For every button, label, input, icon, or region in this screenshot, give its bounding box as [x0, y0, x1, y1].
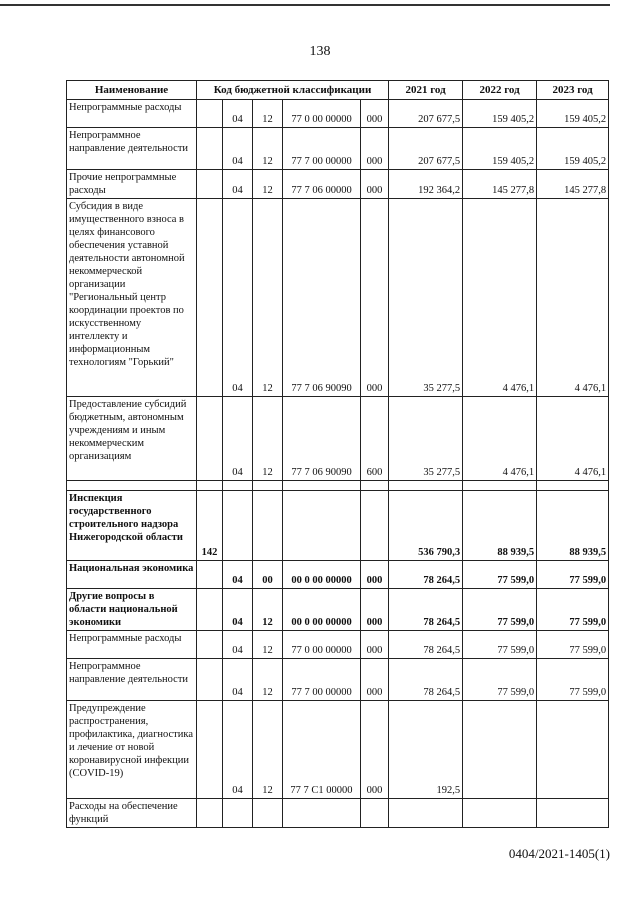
- table-row: [67, 491, 609, 561]
- code-expense-type: 000: [361, 561, 389, 589]
- code-section: [223, 491, 253, 561]
- value-2021: 35 277,5: [389, 397, 463, 481]
- value-2022: 77 599,0: [463, 561, 537, 589]
- value-2022: 145 277,8: [463, 170, 537, 199]
- code-ministry: [197, 631, 223, 659]
- code-subsection: 12: [253, 128, 283, 170]
- table-row: [67, 170, 609, 199]
- header-2021: 2021 год: [389, 81, 463, 100]
- code-ministry: [197, 799, 223, 828]
- spacer-cell: [223, 481, 253, 491]
- code-expense-type: 000: [361, 128, 389, 170]
- value-2023: 159 405,2: [537, 128, 609, 170]
- table-row: [67, 589, 609, 631]
- code-subsection: 12: [253, 397, 283, 481]
- row-name: Субсидия в виде имущественного взноса в целях финансового обеспечения уставной деятельности автономной некоммерческой организации "Региональный центр координации проектов по искусственному интеллекту и информационным технологиям "Горький": [67, 199, 197, 397]
- table-row: [67, 199, 609, 397]
- value-2022: 159 405,2: [463, 128, 537, 170]
- code-subsection: 12: [253, 631, 283, 659]
- row-name: Национальная экономика: [67, 561, 197, 589]
- code-ministry: [197, 128, 223, 170]
- value-2023: [537, 799, 609, 828]
- spacer-cell: [389, 481, 463, 491]
- code-target: 77 7 06 90090: [283, 199, 361, 397]
- code-subsection: [253, 491, 283, 561]
- header-name: Наименование: [67, 81, 197, 100]
- value-2021: 192 364,2: [389, 170, 463, 199]
- header-2023: 2023 год: [537, 81, 609, 100]
- code-section: 04: [223, 170, 253, 199]
- header-code: Код бюджетной классификации: [197, 81, 389, 100]
- code-ministry: [197, 100, 223, 128]
- value-2022: 77 599,0: [463, 589, 537, 631]
- row-name: Непрограммное направление деятельности: [67, 659, 197, 701]
- code-section: 04: [223, 397, 253, 481]
- code-expense-type: 000: [361, 199, 389, 397]
- table-row: [67, 701, 609, 799]
- spacer-cell: [463, 481, 537, 491]
- code-expense-type: [361, 491, 389, 561]
- row-name: Предоставление субсидий бюджетным, автономным учреждениям и иным некоммерческим организациям: [67, 397, 197, 481]
- value-2023: 4 476,1: [537, 199, 609, 397]
- code-ministry: [197, 589, 223, 631]
- value-2022: [463, 799, 537, 828]
- code-section: 04: [223, 561, 253, 589]
- row-name: Предупреждение распространения, профилактика, диагностика и лечение от новой коронавирусной инфекции (COVID-19): [67, 701, 197, 799]
- value-2023: 77 599,0: [537, 561, 609, 589]
- code-section: 04: [223, 100, 253, 128]
- value-2022: 4 476,1: [463, 199, 537, 397]
- code-ministry: [197, 701, 223, 799]
- code-section: 04: [223, 701, 253, 799]
- value-2023: 77 599,0: [537, 631, 609, 659]
- row-name: Прочие непрограммные расходы: [67, 170, 197, 199]
- footer-code: 0404/2021-1405(1): [508, 846, 610, 861]
- code-ministry: [197, 397, 223, 481]
- value-2023: 88 939,5: [537, 491, 609, 561]
- row-name: Непрограммные расходы: [67, 631, 197, 659]
- code-ministry: [197, 170, 223, 199]
- table-row: [67, 799, 609, 828]
- value-2021: [389, 799, 463, 828]
- code-target: 77 7 06 90090: [283, 397, 361, 481]
- code-expense-type: 000: [361, 659, 389, 701]
- value-2021: 207 677,5: [389, 128, 463, 170]
- code-expense-type: 000: [361, 100, 389, 128]
- code-subsection: 12: [253, 199, 283, 397]
- spacer-cell: [283, 481, 361, 491]
- row-name: Расходы на обеспечение функций: [67, 799, 197, 828]
- code-subsection: 12: [253, 100, 283, 128]
- code-section: 04: [223, 199, 253, 397]
- spacer-cell: [537, 481, 609, 491]
- row-name: Непрограммное направление деятельности: [67, 128, 197, 170]
- value-2022: 88 939,5: [463, 491, 537, 561]
- spacer-cell: [253, 481, 283, 491]
- spacer-cell: [361, 481, 389, 491]
- row-name: Другие вопросы в области национальной экономики: [67, 589, 197, 631]
- code-subsection: 00: [253, 561, 283, 589]
- value-2021: 78 264,5: [389, 589, 463, 631]
- code-target: 77 7 00 00000: [283, 128, 361, 170]
- table-row: [67, 397, 609, 481]
- value-2022: 4 476,1: [463, 397, 537, 481]
- code-subsection: 12: [253, 701, 283, 799]
- code-section: 04: [223, 631, 253, 659]
- code-ministry: [197, 199, 223, 397]
- code-subsection: 12: [253, 659, 283, 701]
- code-expense-type: 000: [361, 589, 389, 631]
- table-row: [67, 659, 609, 701]
- value-2023: 77 599,0: [537, 659, 609, 701]
- value-2021: 207 677,5: [389, 100, 463, 128]
- code-expense-type: 000: [361, 170, 389, 199]
- code-subsection: [253, 799, 283, 828]
- code-ministry: [197, 659, 223, 701]
- value-2022: 77 599,0: [463, 659, 537, 701]
- code-subsection: 12: [253, 170, 283, 199]
- code-section: 04: [223, 128, 253, 170]
- code-target: 77 0 00 00000: [283, 100, 361, 128]
- code-expense-type: 600: [361, 397, 389, 481]
- budget-table: [66, 80, 609, 828]
- value-2021: 78 264,5: [389, 561, 463, 589]
- table-row: [67, 631, 609, 659]
- value-2022: [463, 701, 537, 799]
- code-section: 04: [223, 589, 253, 631]
- code-ministry: 142: [197, 491, 223, 561]
- code-target: [283, 799, 361, 828]
- code-expense-type: 000: [361, 701, 389, 799]
- code-ministry: [197, 561, 223, 589]
- value-2023: 159 405,2: [537, 100, 609, 128]
- table-body: [67, 100, 609, 828]
- code-target: 77 7 00 00000: [283, 659, 361, 701]
- table-row: [67, 561, 609, 589]
- page-number: 138: [309, 44, 331, 59]
- row-name: Непрограммные расходы: [67, 100, 197, 128]
- code-section: [223, 799, 253, 828]
- code-subsection: 12: [253, 589, 283, 631]
- top-rule: [0, 4, 610, 6]
- spacer-cell: [67, 481, 197, 491]
- value-2022: 159 405,2: [463, 100, 537, 128]
- table-row: [67, 100, 609, 128]
- code-target: 00 0 00 00000: [283, 561, 361, 589]
- spacer-row: [67, 481, 609, 491]
- value-2022: 77 599,0: [463, 631, 537, 659]
- code-target: [283, 491, 361, 561]
- value-2023: 145 277,8: [537, 170, 609, 199]
- code-section: 04: [223, 659, 253, 701]
- value-2023: 77 599,0: [537, 589, 609, 631]
- value-2023: 4 476,1: [537, 397, 609, 481]
- header-row: [67, 81, 609, 100]
- value-2021: 78 264,5: [389, 659, 463, 701]
- value-2021: 536 790,3: [389, 491, 463, 561]
- row-name: Инспекция государственного строительного надзора Нижегородской области: [67, 491, 197, 561]
- value-2021: 35 277,5: [389, 199, 463, 397]
- value-2021: 78 264,5: [389, 631, 463, 659]
- code-target: 77 0 00 00000: [283, 631, 361, 659]
- value-2023: [537, 701, 609, 799]
- table-row: [67, 128, 609, 170]
- code-target: 00 0 00 00000: [283, 589, 361, 631]
- value-2021: 192,5: [389, 701, 463, 799]
- code-expense-type: 000: [361, 631, 389, 659]
- header-2022: 2022 год: [463, 81, 537, 100]
- code-target: 77 7 06 00000: [283, 170, 361, 199]
- code-target: 77 7 С1 00000: [283, 701, 361, 799]
- spacer-cell: [197, 481, 223, 491]
- code-expense-type: [361, 799, 389, 828]
